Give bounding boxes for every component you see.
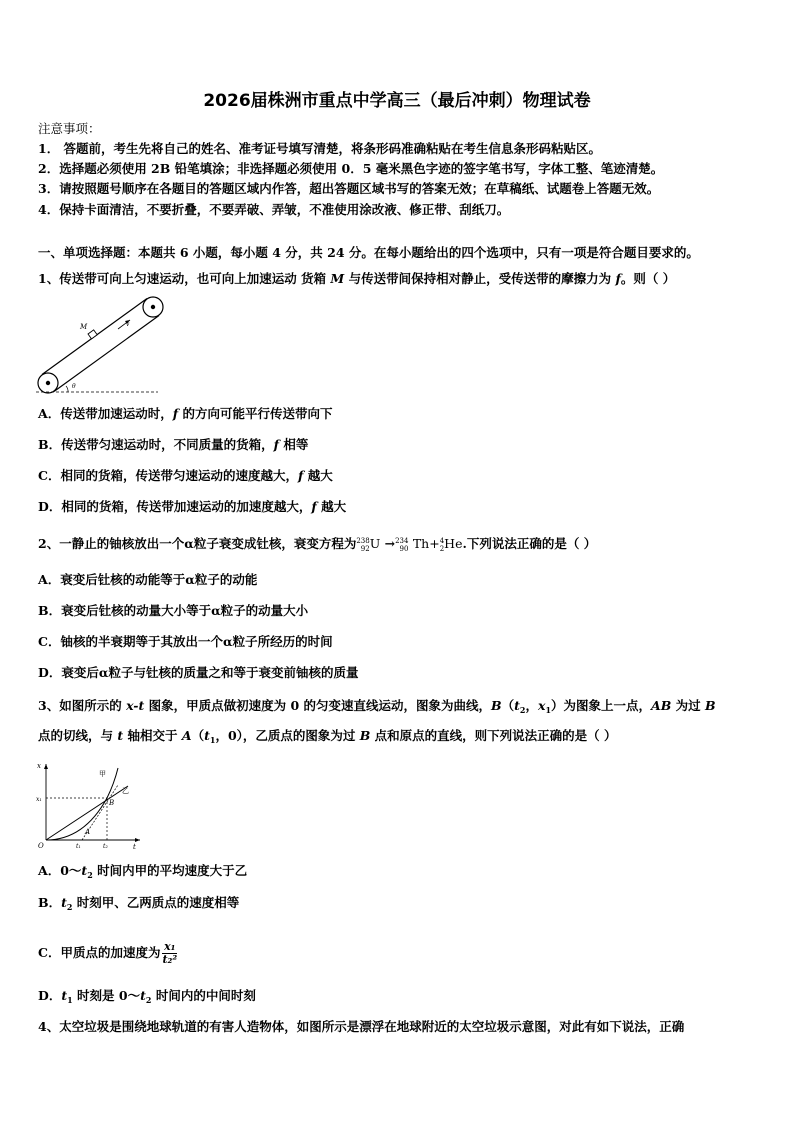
q1-option-b xyxy=(38,437,308,453)
option-text: A．传送带加速运动时， xyxy=(38,406,173,421)
var-x: x xyxy=(538,698,546,713)
subscript: 2 xyxy=(145,995,152,1005)
var-f: f xyxy=(297,468,304,483)
q3-option-a xyxy=(38,863,247,883)
subscript: 1 xyxy=(545,705,552,715)
q2-stem-text: .下列说法正确的是（ ） xyxy=(462,536,597,551)
var-AB: AB xyxy=(651,698,672,713)
q1-option-d xyxy=(38,499,346,515)
atomic-number: 92 xyxy=(360,544,370,553)
q2-stem xyxy=(38,536,596,553)
nuclide-thorium-numbers xyxy=(395,537,408,553)
option-text: C．甲质点的加速度为 xyxy=(38,945,161,960)
fraction-denominator: t₂² xyxy=(162,953,178,966)
notice-item: 1． 答题前，考生先将自己的姓名、准考证号填写清楚，将条形码准确粘贴在考生信息条形码粘贴区。 xyxy=(38,141,602,156)
option-text: 越大 xyxy=(303,468,333,483)
q1-stem-text: 1、传送带可向上匀速运动，也可向上加速运动 货箱 xyxy=(38,271,331,286)
reaction-arrow: → xyxy=(384,536,396,551)
subscript: 1 xyxy=(67,995,73,1005)
notice-item: 3．请按照题号顺序在各题目的答题区域内作答，超出答题区域书写的答案无效；在草稿纸、试题卷上答题无效。 xyxy=(38,181,660,196)
option-text: B． xyxy=(38,895,62,910)
q1-option-c xyxy=(38,468,333,484)
option-text: 的方向可能平行传送带向下 xyxy=(178,406,333,421)
var-f: f xyxy=(311,499,317,514)
q3-option-c xyxy=(38,941,177,966)
q3-text: ， xyxy=(525,698,538,713)
point-label-B: B xyxy=(109,799,115,807)
q2-option-b: B．衰变后钍核的动量大小等于α粒子的动量大小 xyxy=(38,603,309,618)
option-text: 越大 xyxy=(316,499,347,514)
page-title: 2026届株洲市重点中学高三（最后冲刺）物理试卷 xyxy=(203,91,591,111)
curve-label-jia: 甲 xyxy=(99,770,106,778)
q4-stem: 4、太空垃圾是围绕地球轨道的有害人造物体，如图所示是漂浮在地球附近的太空垃圾示意图，对此有如下说法，正确 xyxy=(38,1019,685,1034)
q3-text: 3、如图所示的 xyxy=(38,698,127,713)
option-text: A．0～ xyxy=(38,863,82,878)
var-B: B xyxy=(705,698,716,713)
label-theta: θ xyxy=(72,383,76,390)
var-B: B xyxy=(359,728,371,743)
option-text: 相等 xyxy=(278,437,309,452)
axis-t-label: t xyxy=(133,843,136,851)
q3-text: 点的切线，与 xyxy=(38,728,118,743)
q3-stem-line1 xyxy=(38,698,716,718)
var-t: t xyxy=(61,895,67,910)
option-text: D．相同的货箱，传送带加速运动的加速度越大， xyxy=(38,499,312,514)
fraction-numerator: x₁ xyxy=(164,940,176,953)
var-f: f xyxy=(273,437,279,452)
label-v: v xyxy=(126,321,130,328)
q2-stem-text: 2、一静止的铀核放出一个α粒子衰变成钍核，衰变方程为 xyxy=(38,536,357,551)
q3-text: ）为图象上一点， xyxy=(551,698,652,713)
nuclide-symbol: He xyxy=(444,536,463,551)
q1-var-f: f xyxy=(615,271,621,286)
q2-option-c: C．铀核的半衰期等于其放出一个α粒子所经历的时间 xyxy=(38,634,333,649)
var-t: t xyxy=(117,728,124,743)
atomic-number: 2 xyxy=(439,544,445,553)
var-t: t xyxy=(81,863,88,878)
subscript: 1 xyxy=(209,735,216,745)
q3-option-d xyxy=(38,988,256,1008)
var-B: B xyxy=(491,698,502,713)
q3-stem-line2 xyxy=(38,728,617,748)
x-t-graph-figure xyxy=(36,760,146,852)
q1-var-M: M xyxy=(330,271,345,286)
var-t: t xyxy=(204,728,210,743)
q3-text: ，0），乙质点的图象为过 xyxy=(215,728,360,743)
var-f: f xyxy=(172,406,179,421)
q2-option-a: A．衰变后钍核的动能等于α粒子的动能 xyxy=(38,572,258,587)
notice-item: 4．保持卡面清洁，不要折叠，不要弄破、弄皱，不准使用涂改液、修正带、刮纸刀。 xyxy=(38,202,510,217)
line-label-yi: 乙 xyxy=(122,787,129,795)
origin-label: O xyxy=(38,842,44,850)
label-M: M xyxy=(80,323,88,331)
mass-number: 238 xyxy=(356,536,370,545)
subscript: 2 xyxy=(87,870,93,880)
var-A: A xyxy=(181,728,192,743)
mass-number: 4 xyxy=(439,536,445,545)
var-t: t xyxy=(140,988,146,1003)
var-xt: x-t xyxy=(126,698,145,713)
notice-heading: 注意事项： xyxy=(38,121,101,136)
q3-text: 点和原点的直线，则下列说法正确的是（ ） xyxy=(370,728,617,743)
q3-text: （ xyxy=(191,728,205,743)
nuclide-symbol: U xyxy=(369,536,381,551)
atomic-number: 90 xyxy=(399,544,409,553)
q3-text: （ xyxy=(501,698,515,713)
q2-option-d: D．衰变后α粒子与钍核的质量之和等于衰变前铀核的质量 xyxy=(38,665,359,680)
point-label-A: A xyxy=(85,828,91,836)
nuclide-symbol: Th+ xyxy=(412,536,440,551)
option-text: C．相同的货箱，传送带匀速运动的速度越大， xyxy=(38,468,298,483)
notice-item: 2．选择题必须使用 2B 铅笔填涂；非选择题必须使用 0．5 毫米黑色字迹的签字笔书写，字体工整、笔迹清楚。 xyxy=(38,161,664,176)
option-text: 时间内甲的平均速度大于乙 xyxy=(92,863,248,878)
axis-x-label: x xyxy=(37,762,41,770)
option-text: B．传送带匀速运动时，不同质量的货箱， xyxy=(38,437,274,452)
q3-text: 轴相交于 xyxy=(123,728,182,743)
q3-text: 为过 xyxy=(671,698,706,713)
tick-t2: t₂ xyxy=(103,843,108,850)
option-text: 时间内的中间时刻 xyxy=(151,988,256,1003)
q1-stem-text: 。则（ ） xyxy=(620,271,676,286)
q3-option-b xyxy=(38,895,239,915)
tick-t1: t₁ xyxy=(76,843,81,850)
option-text: D． xyxy=(38,988,62,1003)
subscript: 2 xyxy=(66,902,73,912)
q1-option-a xyxy=(38,406,332,422)
q1-stem-text: 与传送带间保持相对静止，受传送带的摩擦力为 xyxy=(344,271,616,286)
mass-number: 234 xyxy=(395,536,409,545)
var-t: t xyxy=(61,988,68,1003)
fraction xyxy=(162,941,177,966)
section-heading: 一、单项选择题：本题共 6 小题，每小题 4 分，共 24 分。在每小题给出的四个选项中，只有一项是符合题目要求的。 xyxy=(38,245,699,260)
subscript: 2 xyxy=(519,705,526,715)
option-text: 时刻甲、乙两质点的速度相等 xyxy=(72,895,240,910)
option-text: 时刻是 0～ xyxy=(72,988,141,1003)
var-t: t xyxy=(514,698,520,713)
nuclide-uranium-numbers xyxy=(356,537,369,553)
q1-stem xyxy=(38,271,675,287)
tick-x1: x₁ xyxy=(36,796,42,803)
conveyor-belt-figure xyxy=(36,294,164,398)
q3-text: 图象，甲质点做初速度为 0 的匀变速直线运动，图象为曲线， xyxy=(144,698,492,713)
